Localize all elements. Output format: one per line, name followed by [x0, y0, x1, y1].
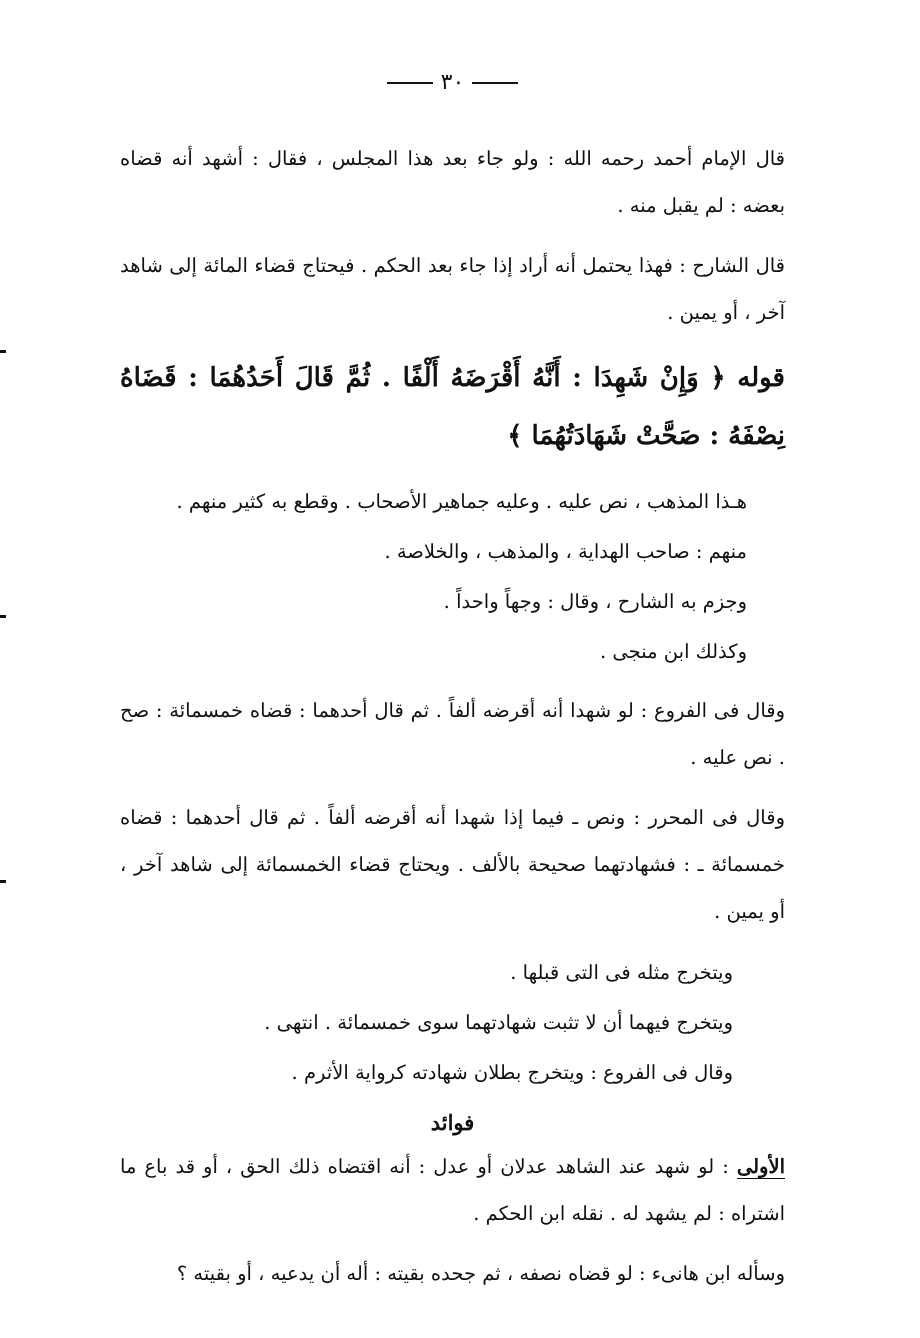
term-label: الأولى [736, 1155, 785, 1178]
section-heading: فوائد [430, 1110, 475, 1135]
paragraph: وجزم به الشارح ، وقال : وجهاً واحداً . [443, 590, 747, 613]
paragraph: وكذلك ابن منجى . [600, 640, 747, 663]
page-number-text: ٣٠ [440, 70, 465, 95]
paragraph: ويتخرج مثله فى التى قبلها . [510, 961, 733, 984]
paragraph: وقال فى الفروع : لو شهدا أنه أقرضه ألفاً . ثم قال أحدهما : قضاه خمسمائة : صح . نص عليه . [120, 699, 785, 769]
verse-prefix: قوله [737, 363, 785, 393]
paragraph: وقال فى المحرر : ونص ـ فيما إذا شهدا أنه أقرضه ألفاً . ثم قال أحدهما : قضاه خمسمائة ـ : فشهادتهما صحيحة بالألف . ويحتاج قضاء الخمسمائة إلى شاهد آخر ، أو يمين . [120, 806, 785, 923]
document-page [120, 70, 785, 1310]
quoted-verse [120, 349, 785, 465]
paragraph: قال الشارح : فهذا يحتمل أنه أراد إذا جاء بعد الحكم . فيحتاج قضاء المائة إلى شاهد آخر ، أو يمين . [120, 254, 785, 324]
paragraph: قال الإمام أحمد رحمه الله : ولو جاء بعد هذا المجلس ، فقال : أشهد أنه قضاه بعضه : لم يقبل منه . [120, 147, 785, 217]
paragraph: ويتخرج فيهما أن لا تثبت شهادتهما سوى خمسمائة . انتهى . [264, 1011, 733, 1034]
page-number [120, 70, 785, 95]
margin-mark [0, 350, 6, 353]
paragraph: هـذا المذهب ، نص عليه . وعليه جماهير الأصحاب . وقطع به كثير منهم . [176, 490, 747, 513]
verse-text: ﴿ وَإِنْ شَهِدَا : أَنَّهُ أَقْرَضَهُ أَلْفًا . ثُمَّ قَالَ أَحَدُهُمَا : قَضَاهُ نِصْفَهُ : صَحَّتْ شَهَادَتُهُمَا ﴾ [120, 363, 785, 451]
paragraph: منهم : صاحب الهداية ، والمذهب ، والخلاصة . [384, 540, 747, 563]
margin-mark [0, 880, 6, 883]
dash-decoration [387, 82, 433, 84]
margin-mark [0, 615, 6, 618]
paragraph: وقال فى الفروع : ويتخرج بطلان شهادته كرواية الأثرم . [291, 1061, 733, 1084]
paragraph [120, 1143, 785, 1237]
paragraph-text: : لو شهد عند الشاهد عدلان أو عدل : أنه اقتضاه ذلك الحق ، أو قد باع ما اشتراه : لم يشهد له . نقله ابن الحكم . [120, 1155, 785, 1225]
paragraph: وسأله ابن هانىء : لو قضاه نصفه ، ثم جحده بقيته : أله أن يدعيه ، أو بقيته ؟ [176, 1262, 785, 1285]
dash-decoration [472, 82, 518, 84]
